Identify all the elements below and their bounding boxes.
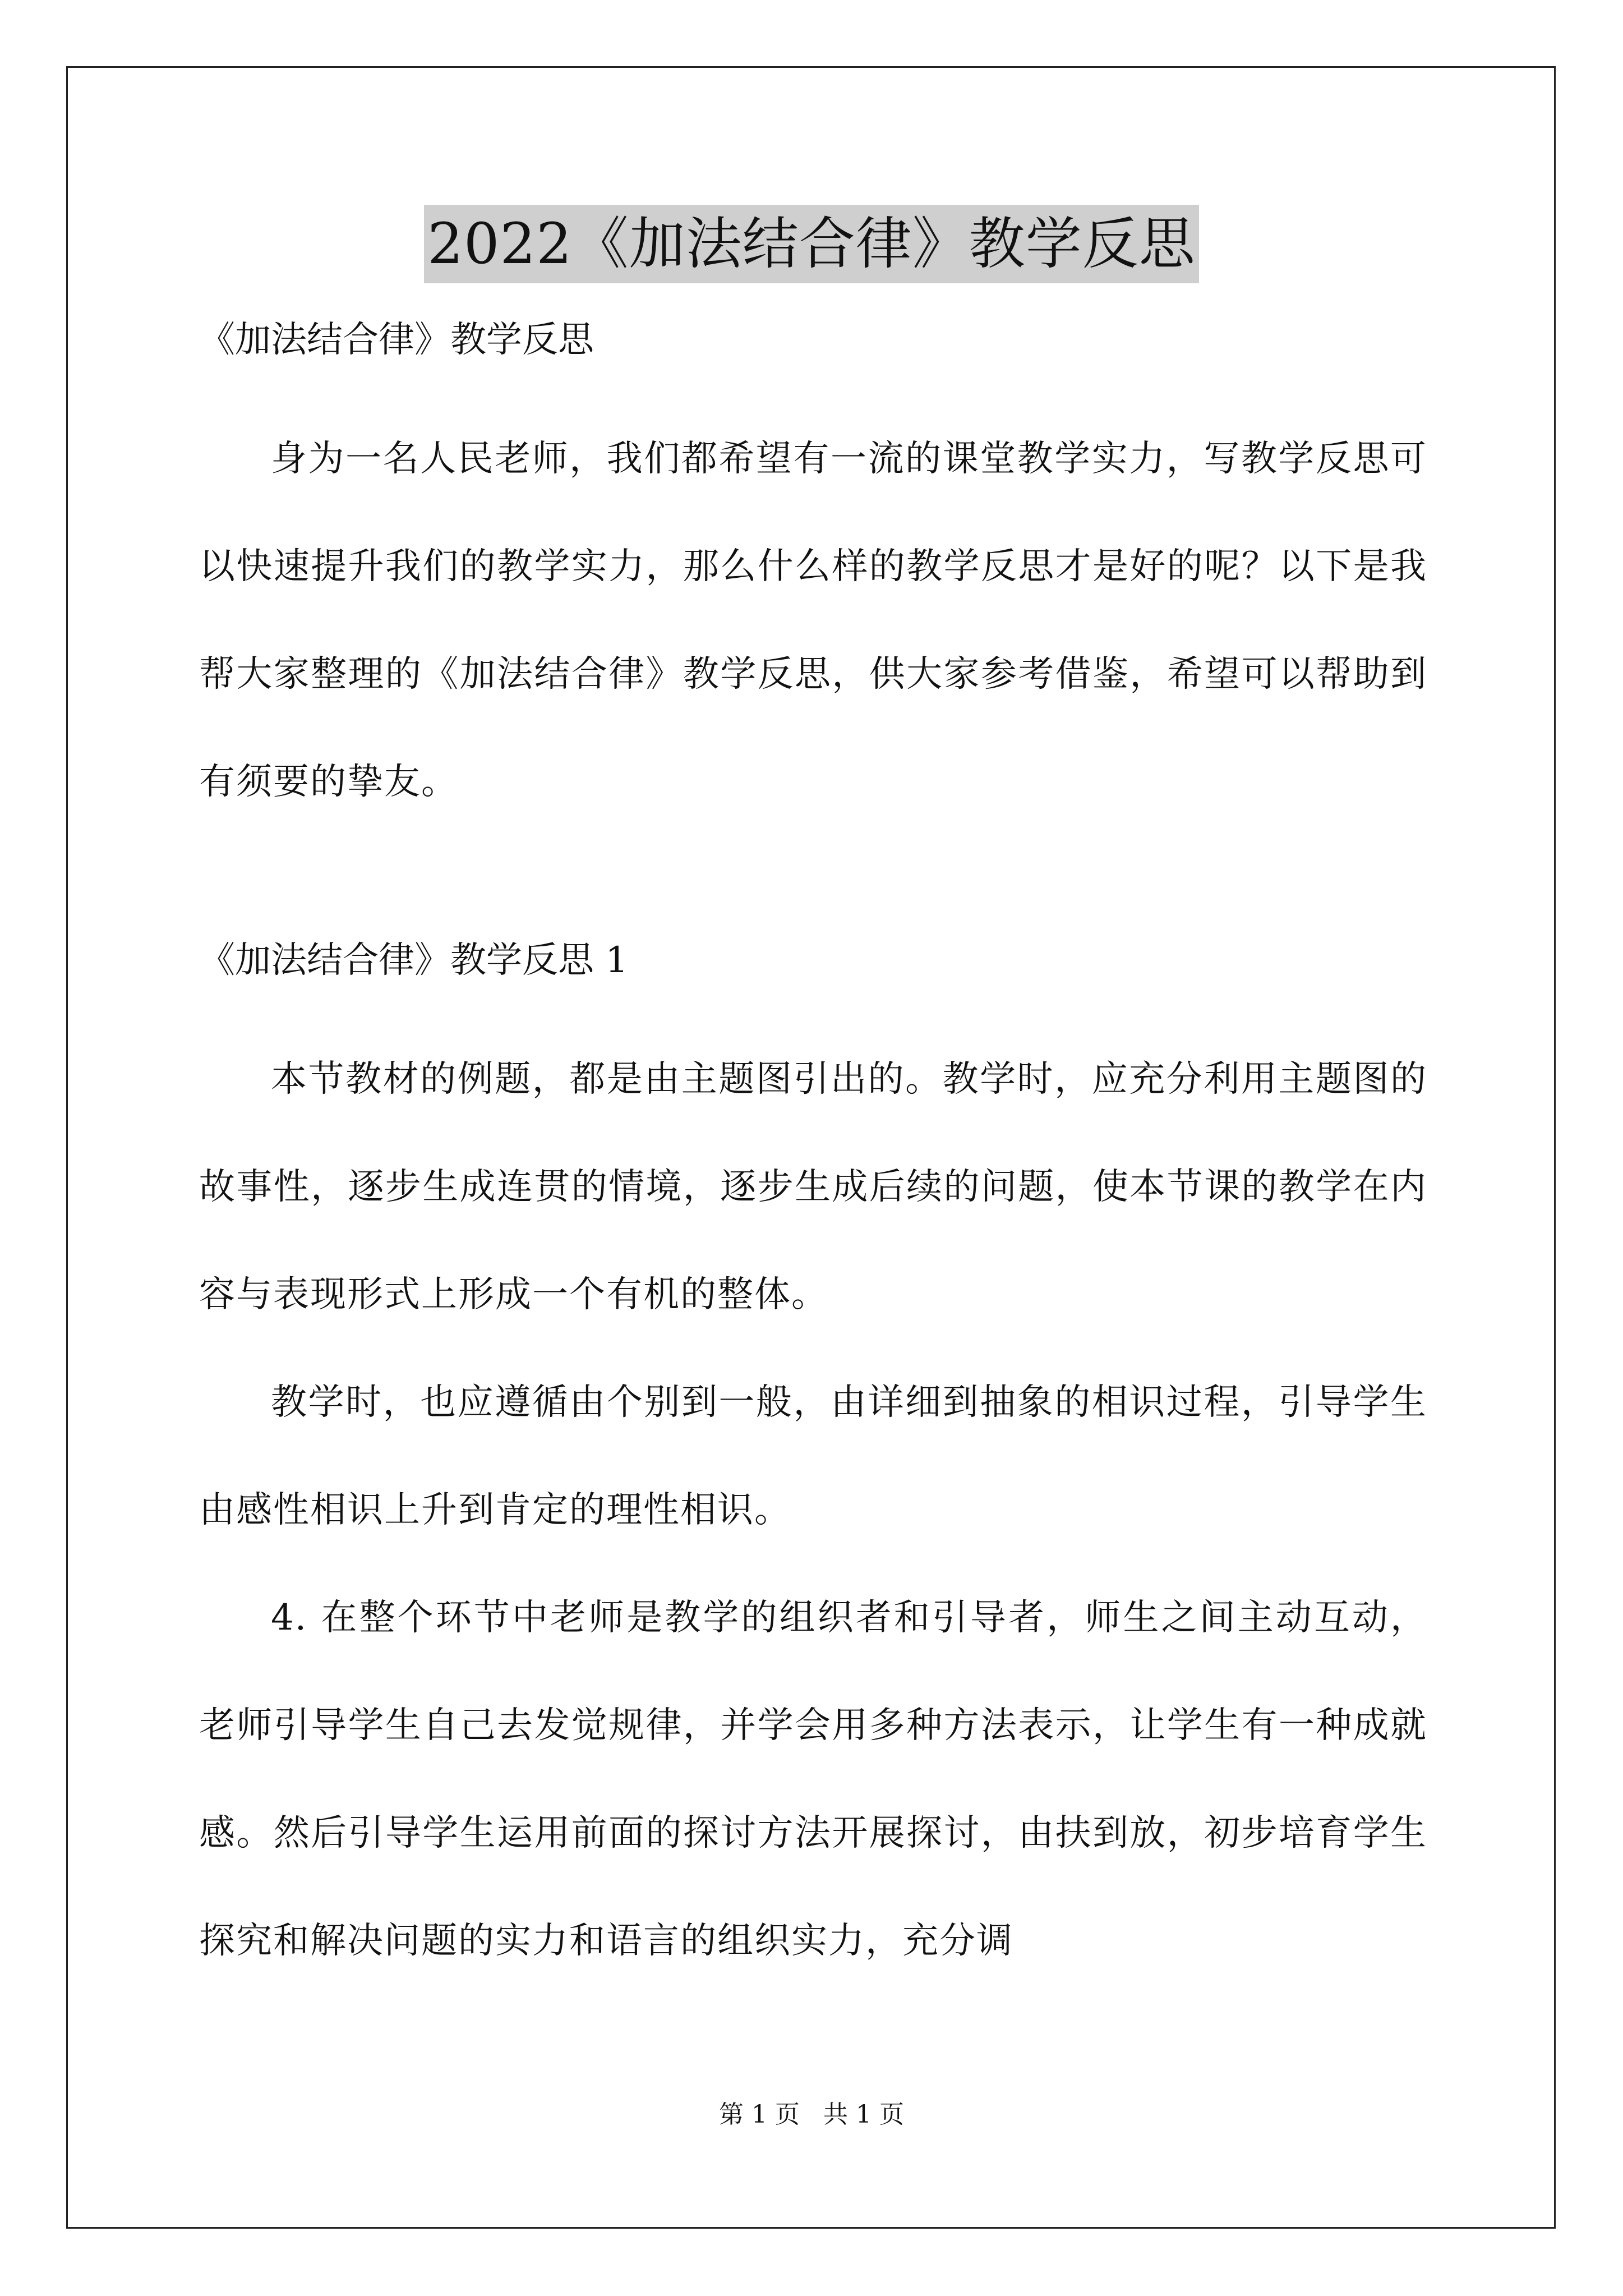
title-container <box>0 205 1623 283</box>
body-paragraph-2: 教学时，也应遵循由个别到一般，由详细到抽象的相识过程，引导学生由感性相识上升到肯定的理性相识。 <box>199 1382 1427 1531</box>
body-paragraph-3: 4. 在整个环节中老师是教学的组织者和引导者，师生之间主动互动，老师引导学生自己去发觉规律，并学会用多种方法表示，让学生有一种成就感。然后引导学生运用前面的探讨方法开展探讨，由扶到放，初步培育学生探究和解决问题的实力和语言的组织实力，充分调 <box>199 1597 1427 1962</box>
page-total: 共 1 页 <box>823 2100 904 2129</box>
page-footer <box>0 2098 1623 2132</box>
page-number: 第 1 页 <box>719 2100 800 2129</box>
section-spacer <box>199 836 1427 935</box>
main-heading: 《加法结合律》教学反思 <box>199 319 594 361</box>
section-heading: 《加法结合律》教学反思 1 <box>199 940 629 981</box>
intro-paragraph: 身为一名人民老师，我们都希望有一流的课堂教学实力，写教学反思可以快速提升我们的教学实力，那么什么样的教学反思才是好的呢？以下是我帮大家整理的《加法结合律》教学反思，供大家参考借鉴，希望可以帮助到有须要的挚友。 <box>199 438 1427 803</box>
document-body <box>199 314 1427 1995</box>
document-title: 2022《加法结合律》教学反思 <box>424 205 1199 283</box>
body-paragraph-1: 本节教材的例题，都是由主题图引出的。教学时，应充分利用主题图的故事性，逐步生成连贯的情境，逐步生成后续的问题，使本节课的教学在内容与表现形式上形成一个有机的整体。 <box>199 1059 1427 1315</box>
